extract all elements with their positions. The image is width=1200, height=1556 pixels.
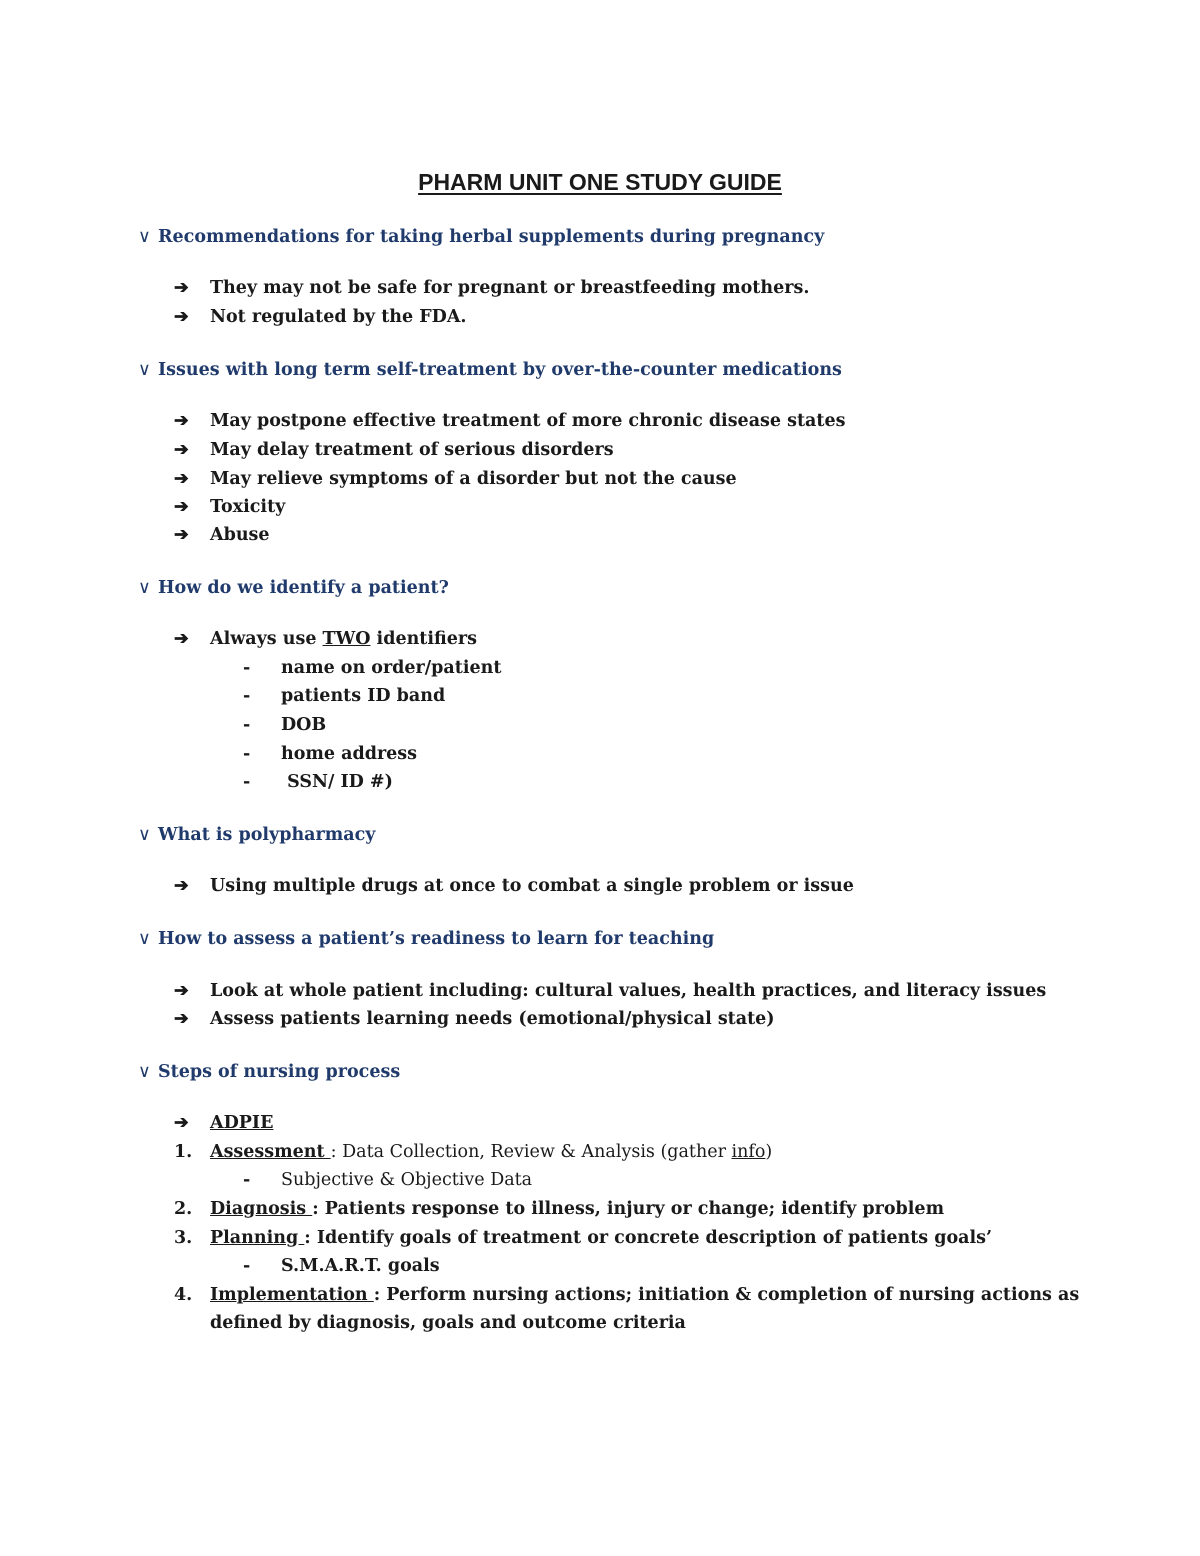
numbered-step-continuation: defined by diagnosis, goals and outcome criteria — [210, 1313, 686, 1333]
bullet-item: ➔ May postpone effective treatment of more chronic disease states — [174, 411, 846, 431]
section-heading: ∨ How to assess a patient’s readiness to learn for teaching — [138, 929, 715, 949]
section-heading: ∨ What is polypharmacy — [138, 825, 376, 845]
dash-item: - SSN/ ID #) — [243, 772, 393, 792]
numbered-step: 3. Planning : Identify goals of treatment or concrete description of patients goals’ — [174, 1228, 993, 1248]
page-title: PHARM UNIT ONE STUDY GUIDE — [418, 169, 782, 195]
bullet-item: ➔ Look at whole patient including: cultural values, health practices, and literacy issues — [174, 981, 1047, 1001]
checkmark-icon: ∨ — [138, 825, 151, 845]
section-heading: ∨ Steps of nursing process — [138, 1062, 401, 1082]
arrow-icon: ➔ — [174, 1113, 189, 1133]
dash-item: - S.M.A.R.T. goals — [243, 1256, 440, 1276]
section-heading: ∨ Issues with long term self-treatment by over-the-counter medications — [138, 360, 842, 380]
arrow-icon: ➔ — [174, 278, 189, 298]
bullet-item: ➔ They may not be safe for pregnant or breastfeeding mothers. — [174, 278, 810, 298]
checkmark-icon: ∨ — [138, 227, 151, 247]
dash-item: - name on order/patient — [243, 658, 502, 678]
bullet-item: ➔ Using multiple drugs at once to combat a single problem or issue — [174, 876, 854, 896]
checkmark-icon: ∨ — [138, 929, 151, 949]
arrow-icon: ➔ — [174, 1009, 189, 1029]
bullet-item: ➔ Abuse — [174, 525, 270, 545]
dash-item: - patients ID band — [243, 686, 446, 706]
arrow-icon: ➔ — [174, 497, 189, 517]
arrow-icon: ➔ — [174, 307, 189, 327]
bullet-item: ➔ Not regulated by the FDA. — [174, 307, 467, 327]
checkmark-icon: ∨ — [138, 578, 151, 598]
checkmark-icon: ∨ — [138, 360, 151, 380]
arrow-icon: ➔ — [174, 629, 189, 649]
section-heading: ∨ How do we identify a patient? — [138, 578, 449, 598]
bullet-item: ➔ May relieve symptoms of a disorder but not the cause — [174, 469, 737, 489]
dash-item: - home address — [243, 744, 418, 764]
bullet-item: ➔ Assess patients learning needs (emotional/physical state) — [174, 1009, 775, 1029]
section-heading: ∨ Recommendations for taking herbal supplements during pregnancy — [138, 227, 825, 247]
numbered-step: 1. Assessment : Data Collection, Review & Analysis (gather info) — [174, 1142, 773, 1162]
numbered-step: 2. Diagnosis : Patients response to illness, injury or change; identify problem — [174, 1199, 945, 1219]
arrow-icon: ➔ — [174, 411, 189, 431]
bullet-item: ➔ ADPIE — [174, 1113, 274, 1133]
dash-item: - Subjective & Objective Data — [243, 1170, 533, 1190]
arrow-icon: ➔ — [174, 440, 189, 460]
bullet-item: ➔ Always use TWO identifiers — [174, 629, 477, 649]
arrow-icon: ➔ — [174, 525, 189, 545]
dash-item: - DOB — [243, 715, 327, 735]
bullet-item: ➔ May delay treatment of serious disorders — [174, 440, 614, 460]
arrow-icon: ➔ — [174, 876, 189, 896]
checkmark-icon: ∨ — [138, 1062, 151, 1082]
bullet-item: ➔ Toxicity — [174, 497, 286, 517]
arrow-icon: ➔ — [174, 981, 189, 1001]
numbered-step: 4. Implementation : Perform nursing actions; initiation & completion of nursing actions as — [174, 1285, 1080, 1305]
arrow-icon: ➔ — [174, 469, 189, 489]
